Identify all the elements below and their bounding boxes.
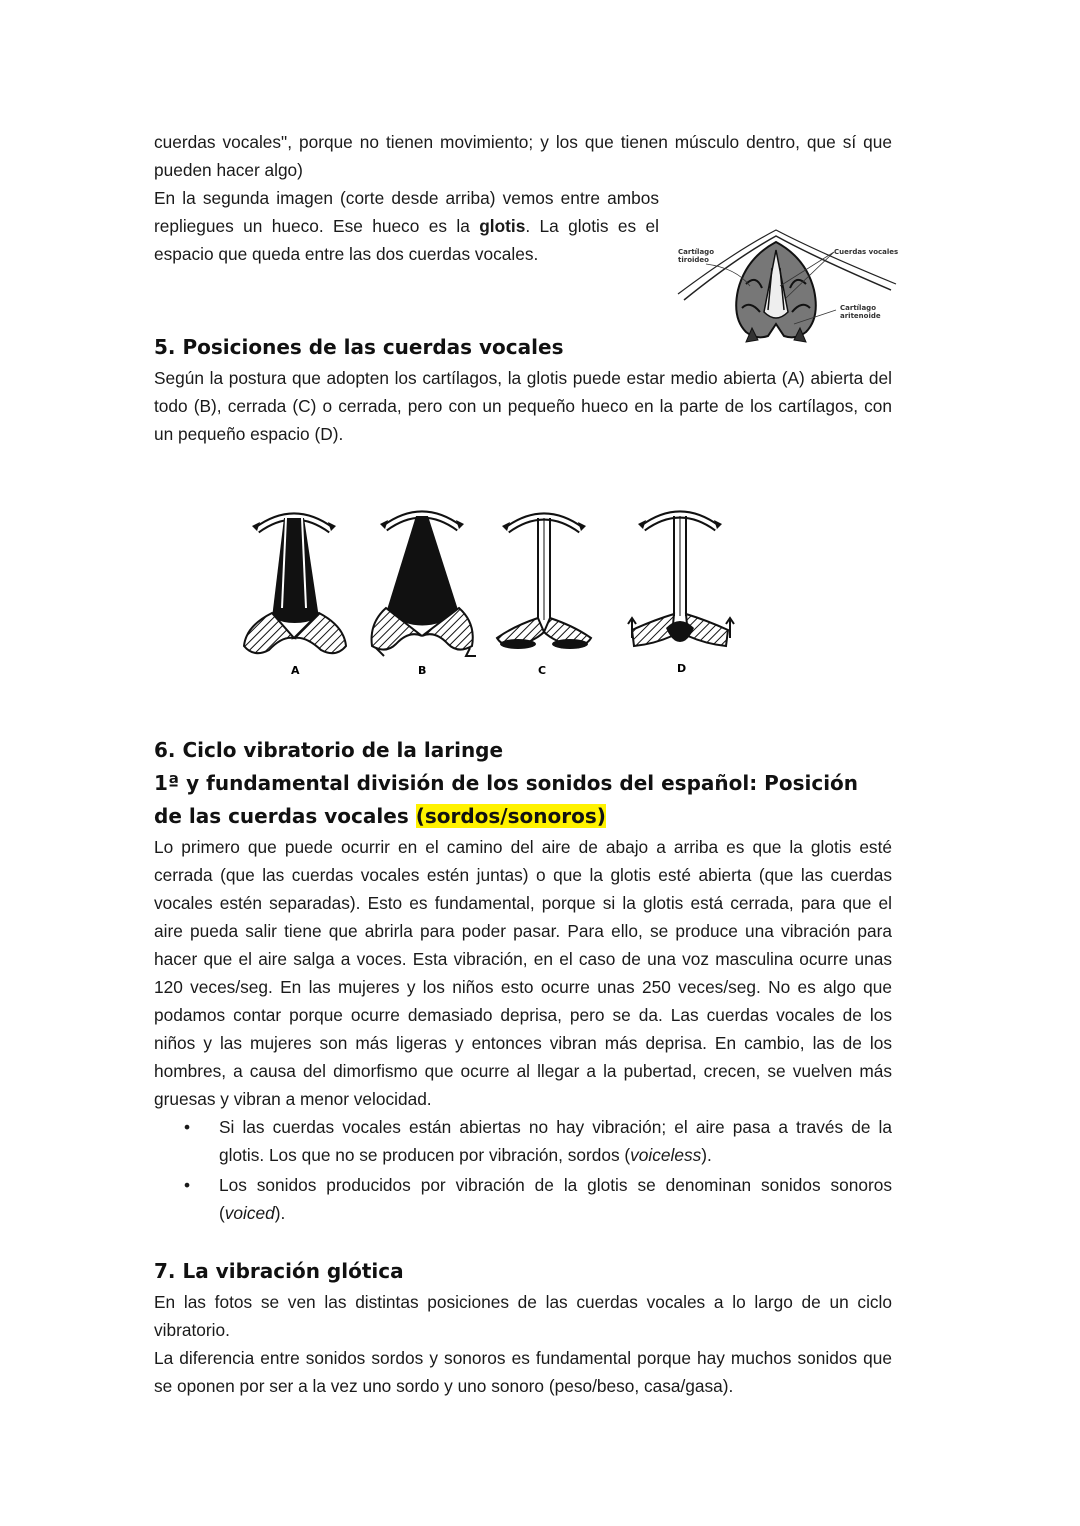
list-item: • Si las cuerdas vocales están abiertas no hay vibración; el aire pasa a través de la glotis. Los que no se producen por vibración, sordos (voiceless). [154,1113,892,1169]
label-cartilago-aritenoide: Cartílago aritenoide [840,304,881,320]
voicing-bullet-list [154,1113,892,1227]
section-5-body: Según la postura que adopten los cartílagos, la glotis puede estar medio abierta (A) abierta del todo (B), cerrada (C) o cerrada, pero con un pequeño hueco en la parte de los cartílagos, con un pequeño espacio (D). [154,368,892,444]
section-6-body: Lo primero que puede ocurrir en el camino del aire de abajo a arriba es que la glotis esté cerrada (que las cuerdas vocales estén juntas) o que la glotis esté abierta (que las cuerdas vocales estén separadas). Esto es fundamental, porque si la glotis está cerrada, para que el aire pueda salir tiene que abrirla para poder pasar. Para ello, se produce una vibración para hacer que el aire salga a voces. Esta vibración, en el caso de una voz masculina ocurre unas 120 veces/seg. En las mujeres y los niños esto ocurre unas 250 veces/seg. No es algo que podamos contar porque ocurre demasiado deprisa, pero se da. Las cuerdas vocales de los niños y las mujeres son más ligeras y entonces vibran más deprisa. En cambio, las de los hombres, a causa del dimorfismo que ocurre al llegar a la pubertad, crecen, se vuelven más gruesas y vibran a menor velocidad. [154,837,892,1109]
section-6-subheading: 1ª y fundamental división de los sonidos del español: Posición de las cuerdas vocales (sordos/sonoros) [154,771,859,828]
bullet-icon: • [184,1175,191,1195]
section-5-heading: 5. Posiciones de las cuerdas vocales [154,335,564,359]
position-b-drawing [372,515,476,657]
glottis-positions-figure [154,448,892,708]
section-7-paragraph-1: En las fotos se ven las distintas posiciones de las cuerdas vocales a lo largo de un ciclo vibratorio. [154,1292,892,1340]
larynx-svg [676,228,898,350]
intro-paragraph-1: cuerdas vocales", porque no tienen movimiento; y los que tienen músculo dentro, que sí que pueden hacer algo) [154,132,892,180]
section-7-heading: 7. La vibración glótica [154,1259,404,1283]
position-a-drawing [244,517,346,654]
position-label-d: D [677,662,687,675]
intro-paragraph-2: En la segunda imagen (corte desde arriba) vemos entre ambos repliegues un hueco. Ese hueco es la glotis. La glotis es el espacio que queda entre las dos cuerdas vocales. [154,188,659,264]
glotis-term: glotis [479,216,526,236]
label-cuerdas-vocales: Cuerdas vocales [834,248,898,256]
position-label-b: B [418,664,427,677]
section-7-paragraph-2: La diferencia entre sonidos sordos y sonoros es fundamental porque hay muchos sonidos que se oponen por ser a la vez uno sordo y uno sonoro (peso/beso, casa/gasa). [154,1348,892,1396]
bullet-icon: • [184,1117,191,1137]
position-label-a: A [291,664,300,677]
position-d-drawing [628,515,734,647]
glottis-positions-svg [154,448,892,708]
sordos-sonoros-highlight: (sordos/sonoros) [415,804,606,828]
list-item: • Los sonidos producidos por vibración de la glotis se denominan sonidos sonoros (voiced). [154,1171,892,1227]
larynx-top-view-figure [676,228,898,350]
section-6-heading: 6. Ciclo vibratorio de la laringe [154,738,504,762]
position-c-drawing [497,517,591,650]
position-label-c: C [538,664,547,677]
label-cartilago-tiroideo: Cartílago tiroideo [678,248,715,264]
